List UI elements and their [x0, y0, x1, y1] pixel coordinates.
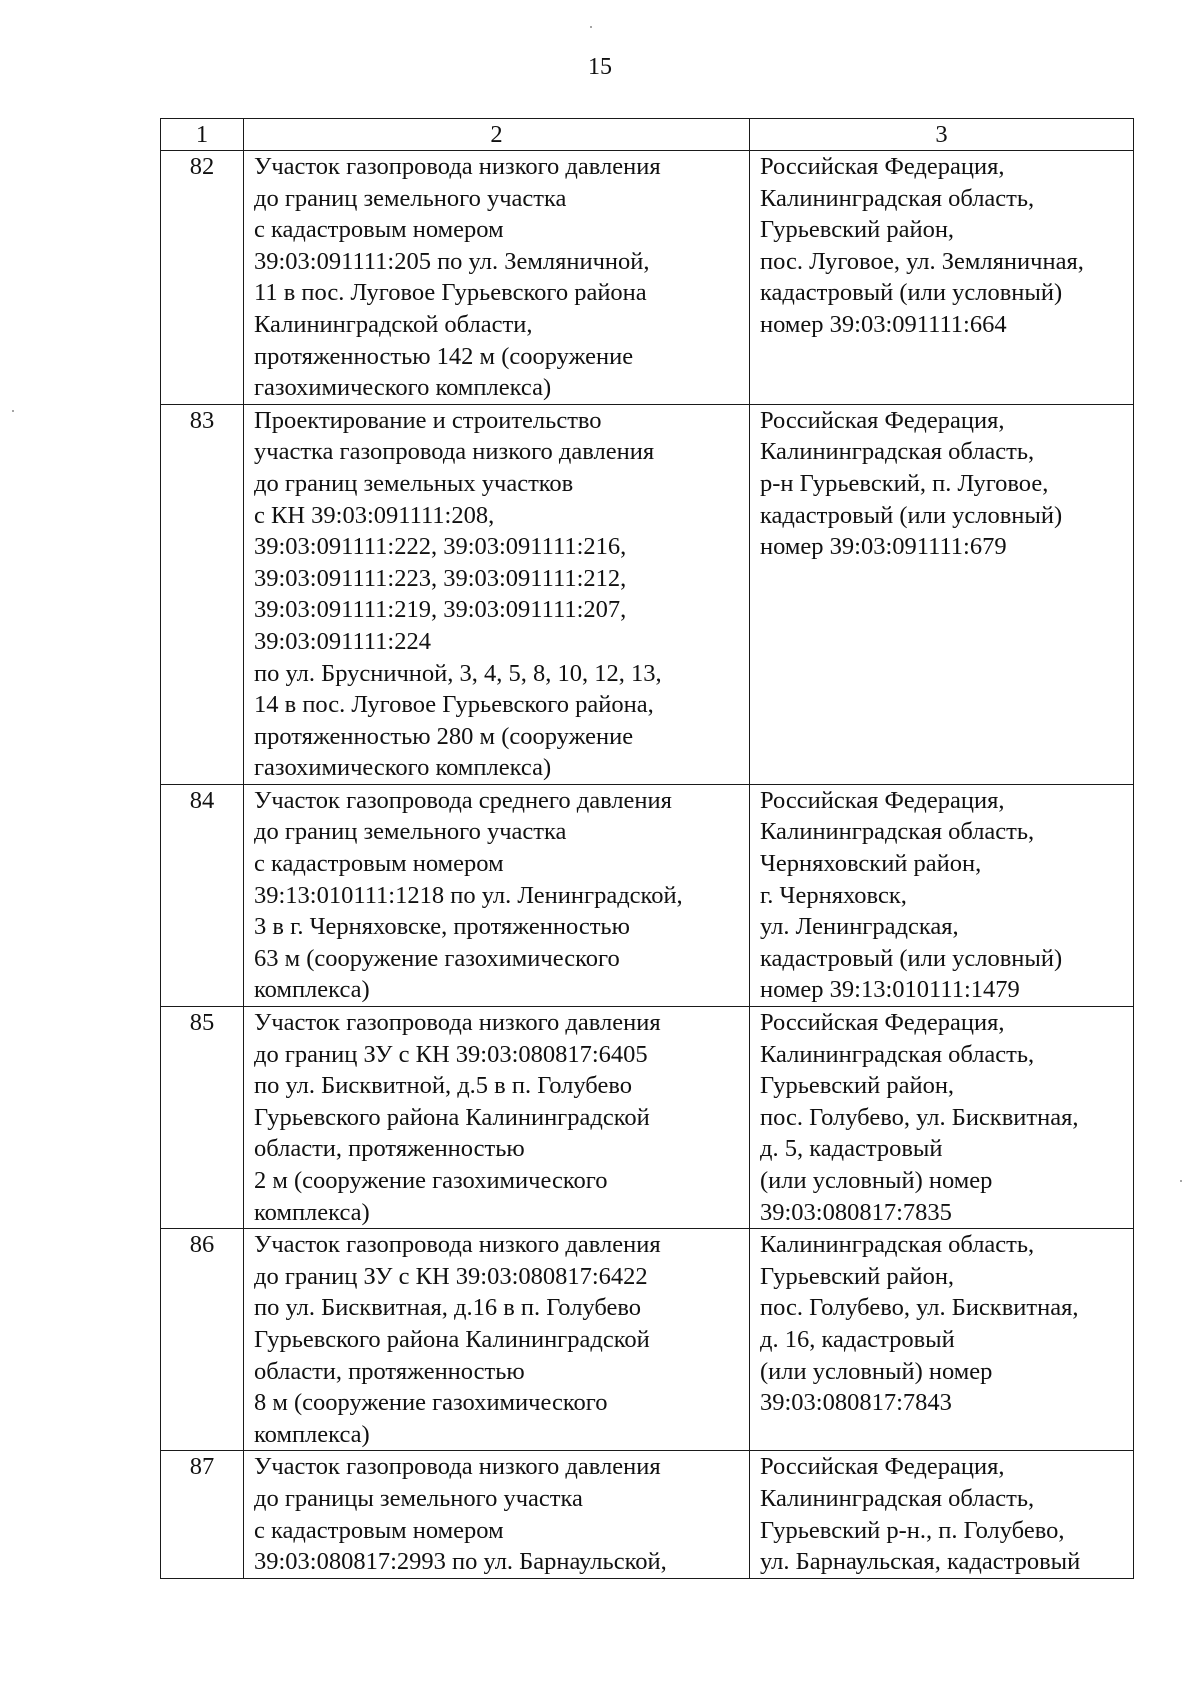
column-header-number: 1 [161, 119, 244, 151]
object-description: Участок газопровода среднего давления до границ земельного участка с кадастровым номером 39:13:010111:1218 по ул. Ленинградской, 3 в г. Черняховске, протяженностью 63 м (сооружение газохимического комплекса) [244, 784, 750, 1006]
object-description: Проектирование и строительство участка газопровода низкого давления до границ земельных участков с КН 39:03:091111:208, 39:03:091111:222, 39:03:091111:216, 39:03:091111:223, 39:03:091111:212, 39:03:091111:219, 39:03:091111:207, 39:03:091111:224 по ул. Брусничной, 3, 4, 5, 8, 10, 12, 13, 14 в пос. Луговое Гурьевского района, протяженностью 280 м (сооружение газохимического комплекса) [244, 404, 750, 784]
object-location: Российская Федерация, Калининградская область, Гурьевский район, пос. Луговое, ул. Земляничная, кадастровый (или условный) номер 39:03:091111:664 [750, 151, 1134, 405]
table-row [161, 1229, 1134, 1451]
scan-speck [1180, 1180, 1182, 1182]
scan-speck [12, 410, 14, 412]
row-number: 86 [161, 1229, 244, 1451]
row-number: 82 [161, 151, 244, 405]
object-description: Участок газопровода низкого давления до границ ЗУ с КН 39:03:080817:6405 по ул. Бисквитной, д.5 в п. Голубево Гурьевского района Калининградской области, протяженностью 2 м (сооружение газохимического комплекса) [244, 1007, 750, 1229]
table-header-row [161, 119, 1134, 151]
object-location: Калининградская область, Гурьевский район, пос. Голубево, ул. Бисквитная, д. 16, кадастровый (или условный) номер 39:03:080817:7843 [750, 1229, 1134, 1451]
scan-speck [590, 26, 592, 28]
object-location: Российская Федерация, Калининградская область, Гурьевский р-н., п. Голубево, ул. Барнаульская, кадастровый [750, 1451, 1134, 1578]
object-location: Российская Федерация, Калининградская область, р-н Гурьевский, п. Луговое, кадастровый (или условный) номер 39:03:091111:679 [750, 404, 1134, 784]
row-number: 87 [161, 1451, 244, 1578]
object-description: Участок газопровода низкого давления до границ земельного участка с кадастровым номером 39:03:091111:205 по ул. Земляничной, 11 в пос. Луговое Гурьевского района Калининградской области, протяженностью 142 м (сооружение газохимического комплекса) [244, 151, 750, 405]
table-row [161, 404, 1134, 784]
object-location: Российская Федерация, Калининградская область, Гурьевский район, пос. Голубево, ул. Бисквитная, д. 5, кадастровый (или условный) номер 39:03:080817:7835 [750, 1007, 1134, 1229]
row-number: 83 [161, 404, 244, 784]
table-row [161, 151, 1134, 405]
object-description: Участок газопровода низкого давления до границы земельного участка с кадастровым номером 39:03:080817:2993 по ул. Барнаульской, [244, 1451, 750, 1578]
table-row [161, 784, 1134, 1006]
row-number: 84 [161, 784, 244, 1006]
column-header-description: 2 [244, 119, 750, 151]
page-number: 15 [588, 54, 612, 80]
row-number: 85 [161, 1007, 244, 1229]
column-header-location: 3 [750, 119, 1134, 151]
table-row [161, 1007, 1134, 1229]
table-row [161, 1451, 1134, 1578]
registry-table [160, 118, 1134, 1579]
object-location: Российская Федерация, Калининградская область, Черняховский район, г. Черняховск, ул. Ленинградская, кадастровый (или условный) номер 39:13:010111:1479 [750, 784, 1134, 1006]
object-description: Участок газопровода низкого давления до границ ЗУ с КН 39:03:080817:6422 по ул. Бисквитная, д.16 в п. Голубево Гурьевского района Калининградской области, протяженностью 8 м (сооружение газохимического комплекса) [244, 1229, 750, 1451]
